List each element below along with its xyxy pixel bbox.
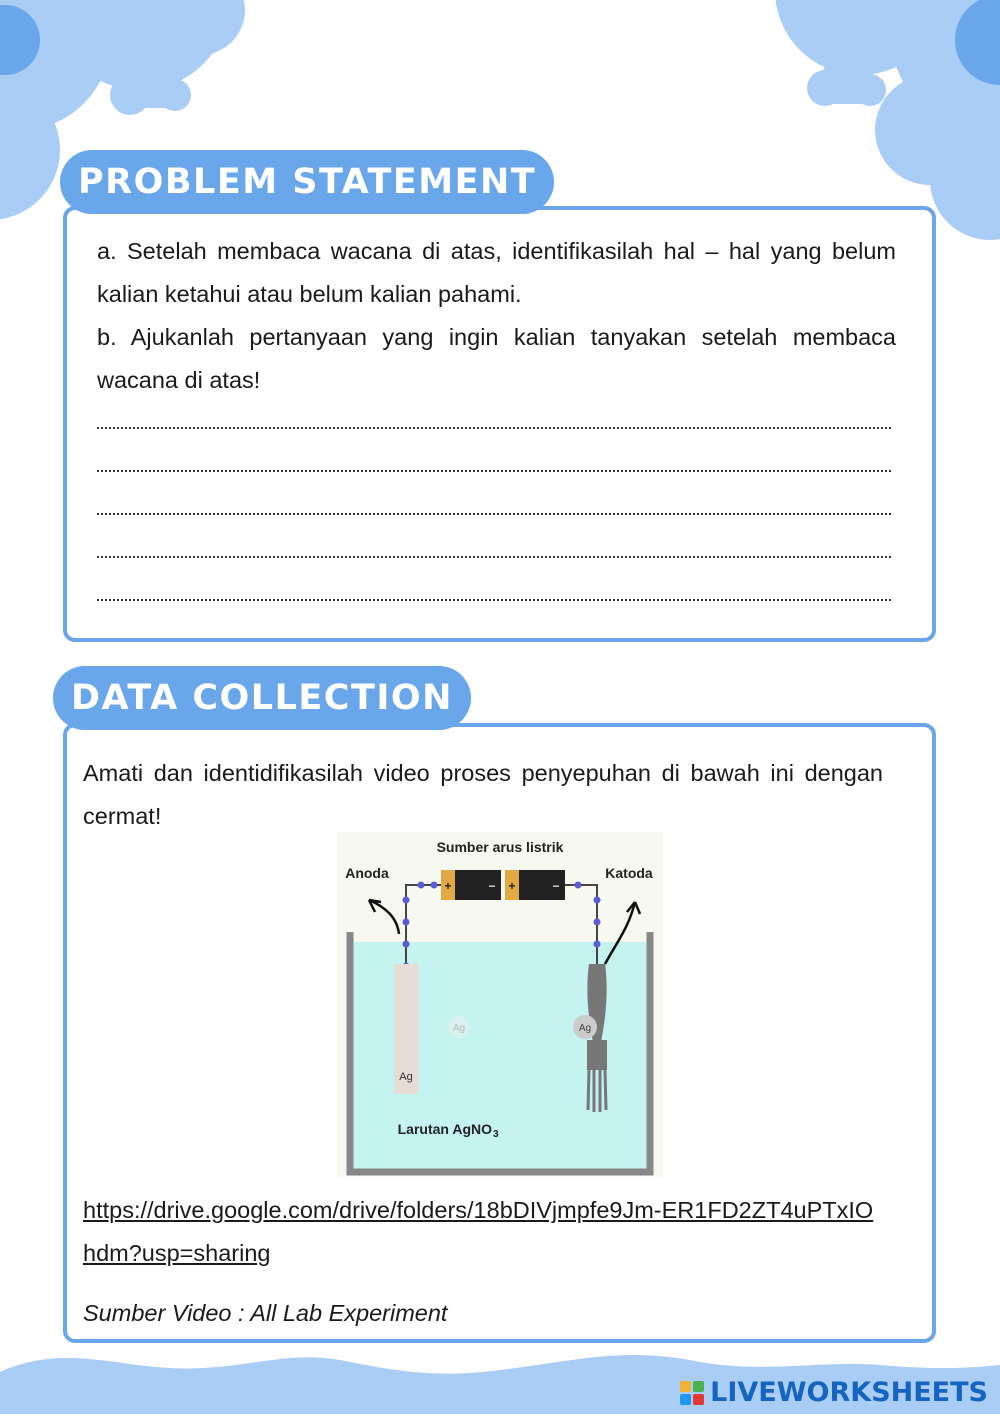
- battery-1: [441, 870, 501, 900]
- answer-input-3[interactable]: [95, 480, 897, 516]
- svg-text:−: −: [488, 879, 496, 893]
- problem-statement-title: PROBLEM STATEMENT: [60, 150, 554, 214]
- anode-label: Anoda: [345, 865, 389, 881]
- solution-fill: [347, 942, 653, 1174]
- video-source: Sumber Video : All Lab Experiment: [83, 1300, 448, 1326]
- answer-input-1[interactable]: [95, 394, 897, 430]
- brand-name: LIVEWORKSHEETS: [710, 1377, 988, 1408]
- battery-2: [505, 870, 565, 900]
- problem-paragraph-a: a. Setelah membaca wacana di atas, identifikasilah hal – hal yang belum kalian ketahui atau belum kalian pahami.: [97, 238, 896, 307]
- svg-text:Ag: Ag: [578, 1023, 592, 1034]
- svg-text:+: +: [444, 879, 452, 893]
- solution-label: Larutan AgNO: [397, 1121, 492, 1137]
- svg-text:+: +: [508, 879, 516, 893]
- electroplating-diagram: [337, 832, 663, 1177]
- figure-title: Sumber arus listrik: [436, 839, 564, 855]
- svg-text:−: −: [552, 879, 560, 893]
- data-collection-instruction: Amati dan identidifikasilah video proses penyepuhan di bawah ini dengan cermat!: [83, 760, 883, 829]
- answer-input-5[interactable]: [95, 566, 897, 602]
- answer-input-4[interactable]: [95, 523, 897, 559]
- video-link[interactable]: https://drive.google.com/drive/folders/18bDIVjmpfe9Jm-ER1FD2ZT4uPTxIOhdm?usp=sharing: [83, 1197, 874, 1266]
- solution-subscript: 3: [493, 1129, 499, 1140]
- liveworksheets-logo: [680, 1377, 988, 1408]
- data-collection-title: DATA COLLECTION: [53, 666, 471, 730]
- liveworksheets-icon: [680, 1381, 704, 1405]
- answer-input-2[interactable]: [95, 437, 897, 473]
- cloud-top-right: [775, 0, 1000, 240]
- cathode-label: Katoda: [605, 865, 653, 881]
- svg-text:Ag: Ag: [452, 1023, 466, 1034]
- anode-plate-label: Ag: [399, 1071, 413, 1083]
- problem-paragraph-b: b. Ajukanlah pertanyaan yang ingin kalian tanyakan setelah membaca wacana di atas!: [97, 324, 896, 393]
